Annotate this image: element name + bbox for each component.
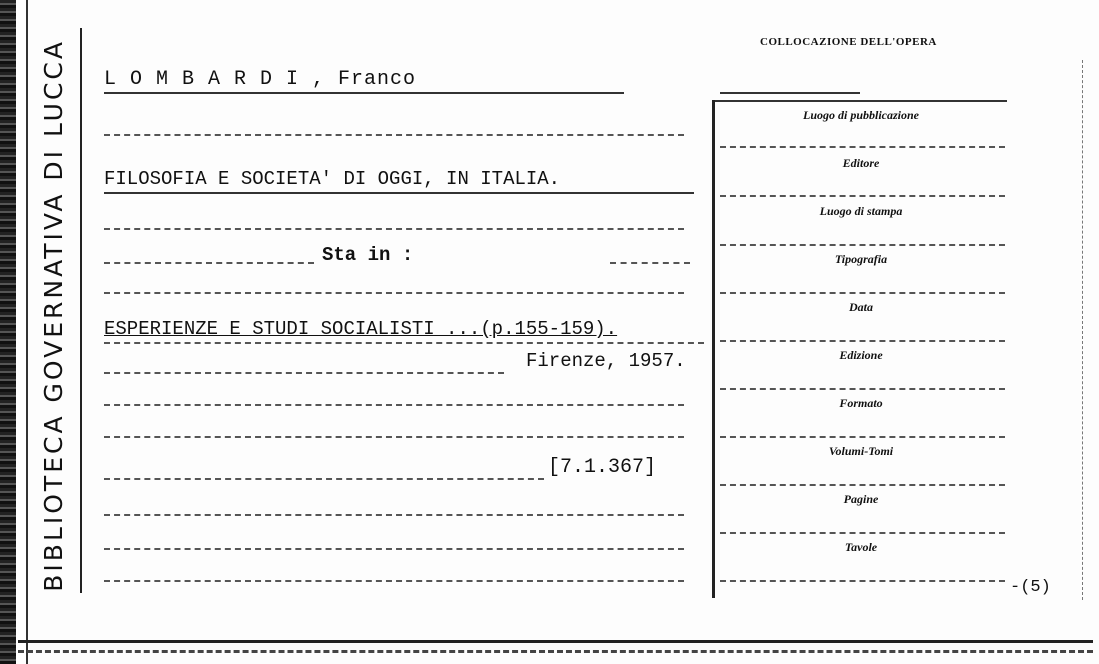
source-line — [104, 318, 617, 340]
panel-top-rule — [712, 100, 1007, 102]
author-rule — [104, 92, 624, 94]
field-rule — [720, 532, 1005, 534]
field-rule — [720, 244, 1005, 246]
field-rule — [720, 388, 1005, 390]
field-formato: Formato — [839, 396, 883, 410]
source-text: ESPERIENZE E STUDI SOCIALISTI ...(p.155-159). — [104, 318, 618, 340]
ruled-line — [104, 436, 684, 438]
right-edge-mark — [1082, 60, 1083, 600]
author-rule-right — [720, 92, 860, 94]
ruled-line — [104, 478, 544, 480]
place-year: Firenze, 1957. — [526, 350, 686, 372]
sta-in-label: Sta in : — [322, 244, 414, 266]
field-rule — [720, 146, 1005, 148]
title-line: FILOSOFIA E SOCIETA' DI OGGI, IN ITALIA. — [104, 168, 561, 190]
field-rule — [720, 580, 1005, 582]
field-edizione: Edizione — [839, 348, 883, 362]
collocazione-heading: COLLOCAZIONE DELL'OPERA — [760, 36, 937, 48]
author-line: L O M B A R D I , Franco — [104, 68, 417, 91]
card-spine-edge — [0, 0, 16, 664]
field-volumi-tomi: Volumi-Tomi — [828, 444, 894, 458]
field-luogo-stampa: Luogo di stampa — [819, 204, 903, 218]
shelfmark: [7.1.367] — [548, 456, 657, 479]
institution-label — [26, 10, 80, 620]
ruled-line — [104, 372, 504, 374]
ruled-line — [104, 228, 684, 230]
ruled-line — [104, 514, 684, 516]
panel-divider — [712, 100, 715, 598]
ruled-line — [104, 292, 684, 294]
left-rule — [80, 28, 82, 593]
ruled-line — [104, 262, 314, 264]
field-rule — [720, 436, 1005, 438]
ruled-line — [104, 580, 684, 582]
ruled-line — [104, 134, 684, 136]
institution-text: BIBLIOTECA GOVERNATIVA DI LUCCA — [38, 38, 68, 592]
field-data: Data — [849, 300, 873, 314]
field-rule — [720, 484, 1005, 486]
ruled-line — [104, 404, 684, 406]
field-rule — [720, 340, 1005, 342]
ruled-line — [610, 262, 690, 264]
field-pagine: Pagine — [843, 492, 879, 506]
field-tavole: Tavole — [844, 540, 878, 554]
bottom-rule — [18, 640, 1093, 643]
field-rule — [720, 292, 1005, 294]
field-rule — [720, 195, 1005, 197]
ruled-line — [104, 342, 704, 344]
field-luogo-pubblicazione: Luogo di pubblicazione — [802, 108, 919, 122]
margin-note: -(5) — [1010, 578, 1051, 597]
ruled-line — [104, 548, 684, 550]
field-editore: Editore — [842, 156, 880, 170]
title-rule — [104, 192, 694, 194]
bottom-dashed-rule — [18, 650, 1093, 653]
field-tipografia: Tipografia — [834, 252, 888, 266]
